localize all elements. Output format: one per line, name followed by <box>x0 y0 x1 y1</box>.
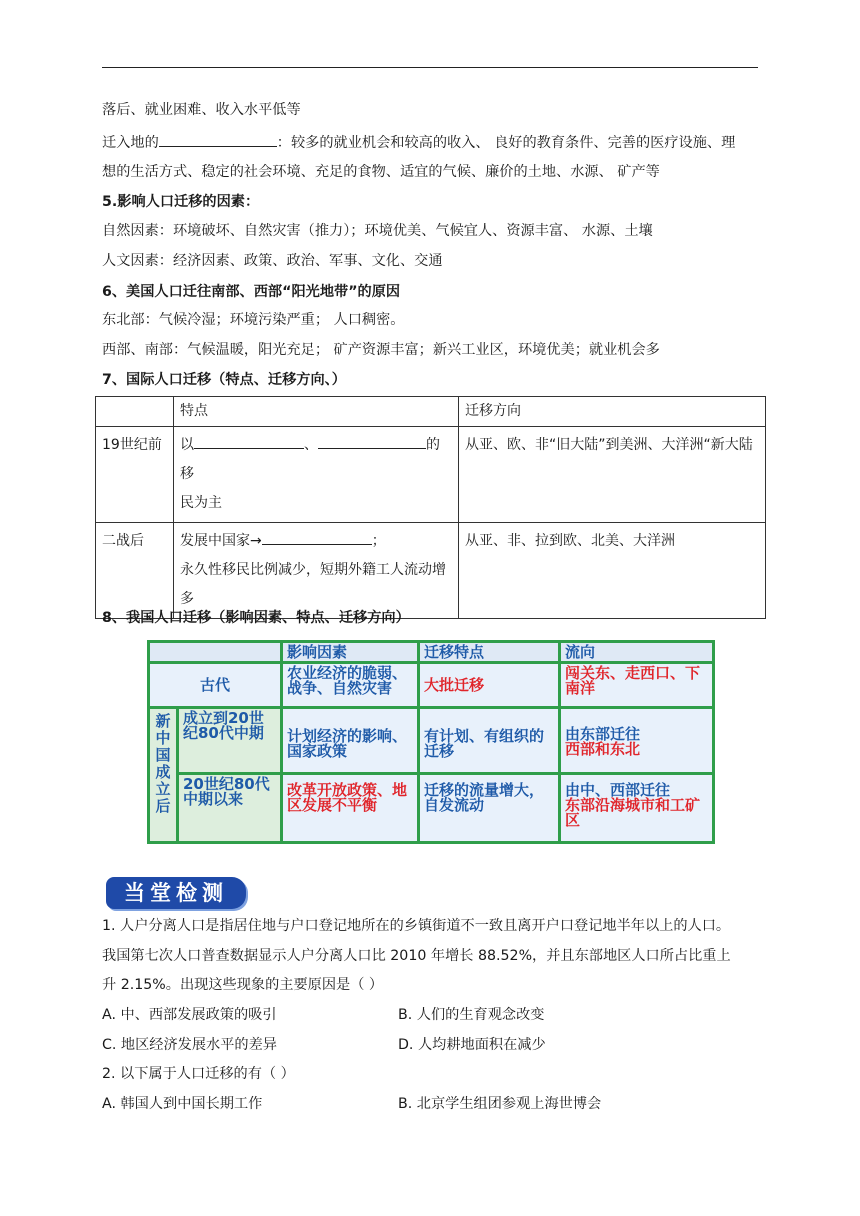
text-line: 想的生活方式、稳定的社会环境、充足的食物、适宜的气候、廉价的土地、水源、 矿产等 <box>102 164 660 180</box>
text-fragment: 西部和 <box>565 740 611 758</box>
question-text: 升 2.15%。出现这些现象的主要原因是（ ） <box>102 977 384 993</box>
table-row <box>96 523 766 619</box>
section-heading: 5.影响人口迁移的因素： <box>102 194 260 210</box>
figure-cell: 闯关东、走西口、下南洋 <box>561 664 712 706</box>
table-header: 特点 <box>174 397 459 427</box>
figure-cell: 有计划、有组织的迁移 <box>420 709 558 772</box>
table-cell <box>174 427 459 523</box>
table-cell <box>150 643 280 661</box>
table-cell <box>96 397 174 427</box>
answer-option-d[interactable]: D. 人均耕地面积在减少 <box>398 1037 546 1053</box>
text-fragment: 东北 <box>610 740 641 758</box>
figure-cell: 新中国成立后 <box>150 709 176 841</box>
figure-cell: 20世纪80代中期以来 <box>179 775 280 841</box>
table-cell: 从亚、非、拉到欧、北美、大洋洲 <box>459 523 766 619</box>
text-fragment: ； <box>371 533 386 549</box>
china-migration-figure <box>147 640 715 844</box>
answer-option-c[interactable]: C. 地区经济发展水平的差异 <box>102 1037 277 1053</box>
figure-cell: 迁移的流量增大，自发流动 <box>420 775 558 841</box>
question-text: 2. 以下属于人口迁移的有（ ） <box>102 1066 295 1082</box>
table-row <box>96 427 766 523</box>
text-fragment: 发展中国家→ <box>180 533 262 549</box>
table-cell: 二战后 <box>96 523 174 619</box>
text-fragment: 迁入地的 <box>102 135 159 151</box>
section-heading: 8、我国人口迁移（影响因素、特点、迁移方向） <box>102 610 410 626</box>
figure-header: 影响因素 <box>283 643 417 661</box>
section-heading: 6、美国人口迁往南部、西部“阳光地带”的原因 <box>102 284 401 300</box>
figure-header: 流向 <box>561 643 712 661</box>
text-line: 东北部：气候冷湿；环境污染严重； 人口稠密。 <box>102 312 405 328</box>
figure-cell <box>561 775 712 841</box>
text-line: 人文因素：经济因素、政策、政治、军事、文化、交通 <box>102 253 443 269</box>
fill-blank <box>318 434 426 449</box>
figure-cell: 古代 <box>150 664 280 706</box>
figure-cell: 大批迁移 <box>420 664 558 706</box>
text-line: 自然因素：环境破坏、自然灾害（推力）；环境优美、气候宜人、资源丰富、 水源、土壤 <box>102 223 653 239</box>
section-banner: 当堂检测 <box>106 877 246 909</box>
table-cell: 从亚、欧、非“旧大陆”到美洲、大洋洲“新大陆 <box>459 427 766 523</box>
figure-cell: 成立到20世纪80代中期 <box>179 709 280 772</box>
international-migration-table <box>95 396 766 619</box>
table-cell <box>174 523 459 619</box>
answer-option-a[interactable]: A. 中、西部发展政策的吸引 <box>102 1007 277 1023</box>
text-fragment: 由中、西部迁往 <box>565 781 671 799</box>
text-fragment: 东部沿海城市和工矿区 <box>565 796 701 829</box>
answer-option-a[interactable]: A. 韩国人到中国长期工作 <box>102 1096 263 1112</box>
text-fragment: 的移 <box>180 437 440 482</box>
answer-option-b[interactable]: B. 人们的生育观念改变 <box>398 1007 545 1023</box>
figure-cell: 计划经济的影响、国家政策 <box>283 709 417 772</box>
text-fragment: ：较多的就业机会和较高的收入、 良好的教育条件、完善的医疗设施、理 <box>276 135 736 151</box>
fill-blank <box>159 132 277 147</box>
figure-cell <box>561 709 712 772</box>
answer-option-b[interactable]: B. 北京学生组团参观上海世博会 <box>398 1096 602 1112</box>
table-header: 迁移方向 <box>459 397 766 427</box>
question-text: 1. 人户分离人口是指居住地与户口登记地所在的乡镇街道不一致且离开户口登记地半年以上的人口。 <box>102 918 731 934</box>
table-cell: 19世纪前 <box>96 427 174 523</box>
text-fragment: 以 <box>180 437 194 453</box>
section-heading: 7、国际人口迁移（特点、迁移方向、） <box>102 372 346 388</box>
text-fragment: 永久性移民比例减少，短期外籍工人流动增多 <box>180 562 446 607</box>
text-fragment: 、 <box>304 437 318 453</box>
text-fragment: 民为主 <box>180 495 222 511</box>
figure-header: 迁移特点 <box>420 643 558 661</box>
text-line <box>102 132 735 153</box>
header-rule <box>102 67 758 68</box>
figure-cell: 改革开放政策、地区发展不平衡 <box>283 775 417 841</box>
text-line: 西部、南部：气候温暖，阳光充足； 矿产资源丰富；新兴工业区，环境优美；就业机会多 <box>102 342 660 358</box>
figure-cell: 农业经济的脆弱、战争、自然灾害 <box>283 664 417 706</box>
text-line: 落后、就业困难、收入水平低等 <box>102 102 301 118</box>
fill-blank <box>262 530 372 545</box>
text-fragment: 由东部迁往 <box>565 725 641 743</box>
fill-blank <box>194 434 304 449</box>
question-text: 我国第七次人口普查数据显示人户分离人口比 2010 年增长 88.52%，并且东部地区人口所占比重上 <box>102 948 731 964</box>
